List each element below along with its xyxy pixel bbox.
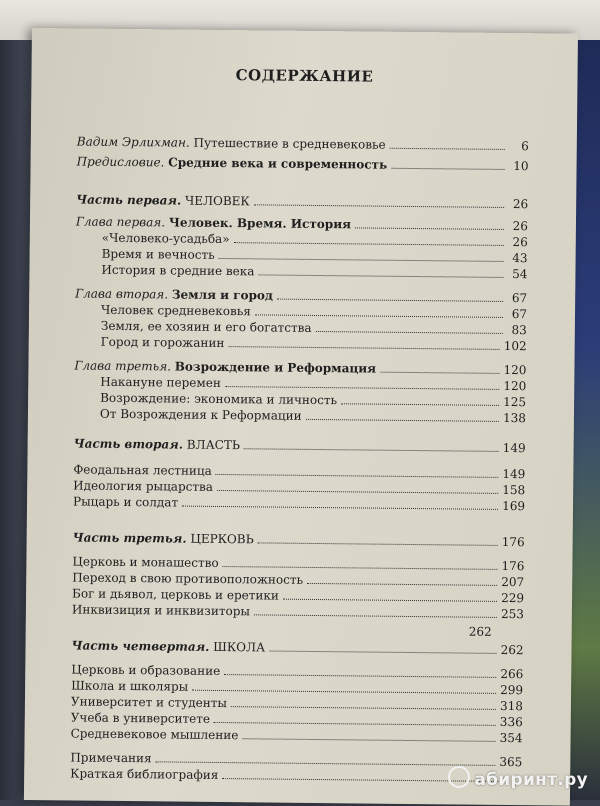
toc-section-label: Город и горожанин — [100, 334, 225, 351]
toc-entry-page: 299 — [500, 682, 524, 698]
toc-section — [72, 600, 524, 621]
toc-entry-page: 365 — [499, 754, 523, 770]
toc-entry-page: 43 — [512, 251, 528, 266]
toc-section-label: Краткая библиография — [70, 766, 219, 782]
toc-chapter-label: Возрождение и Реформация — [174, 359, 377, 376]
toc-entry-page: 125 — [503, 394, 527, 410]
toc-part-label: ШКОЛА — [213, 639, 266, 655]
toc-entry-page: 266 — [500, 666, 524, 682]
toc-section-label: Рыцарь и солдат — [72, 494, 179, 510]
toc-entry-page: 207 — [501, 574, 525, 590]
toc-section-label: «Человеко-усадьба» — [101, 230, 230, 247]
toc-section-label: Университет и студенты — [70, 694, 228, 711]
toc-section-label: Инквизиция и инквизиторы — [71, 602, 251, 619]
toc-part — [76, 190, 528, 211]
toc-section-label: Переход в свою противоположность — [72, 570, 304, 587]
toc-section — [101, 261, 527, 281]
toc-entry-page: 138 — [502, 410, 527, 426]
toc-section-label: Возрождение: экономика и личность — [100, 390, 338, 408]
toc-section-label: Идеология рыцарства — [73, 478, 214, 494]
toc-part-prefix: Часть первая. — [76, 192, 182, 208]
toc-section-label: Феодальная лестница — [73, 462, 212, 478]
toc-section-label: Примечания — [70, 750, 152, 766]
toc-section-label: Школа и школяры — [71, 678, 189, 694]
toc-entry-page: 26 — [512, 235, 528, 250]
toc-part-prefix: Часть четвертая. — [71, 638, 210, 654]
toc-section-label: Учеба в университете — [70, 710, 211, 726]
toc-entry-page: 318 — [499, 698, 523, 714]
toc-section-label: Бог и дьявол, церковь и еретики — [72, 586, 279, 603]
toc-section-label: Средневековое мышление — [70, 726, 239, 743]
toc-entry-page: 120 — [503, 378, 527, 394]
toc-chapter-label: Человек. Время. История — [168, 215, 352, 232]
toc-entry-label: Средние века и современность — [168, 155, 388, 172]
toc-entry-author: Вадим Эрлихман. — [76, 134, 190, 150]
toc-entry-page: 26 — [512, 219, 529, 234]
toc-section-label: История в средние века — [101, 262, 255, 279]
toc-entry-page: 262 — [500, 642, 524, 658]
toc-entry-page: 6 — [521, 139, 529, 154]
toc-part-prefix: Часть третья. — [72, 530, 187, 546]
toc-entry-page: 149 — [502, 440, 526, 456]
toc-chapter-prefix: Глава третья. — [74, 358, 172, 374]
toc-title: СОДЕРЖАНИЕ — [235, 66, 374, 86]
toc-entry-page: 83 — [511, 323, 527, 338]
book-page — [24, 28, 578, 806]
toc-entry-page: 229 — [501, 590, 525, 606]
toc-section — [100, 405, 526, 425]
toc-section — [101, 333, 527, 353]
toc-entry-label: Путешествие в средневековье — [193, 135, 386, 152]
toc-part — [73, 528, 525, 549]
toc-entry-page: 120 — [503, 362, 527, 378]
toc-chapter-label: Земля и город — [171, 287, 274, 303]
toc-entry-prefix: Предисловие. — [76, 154, 165, 170]
toc-part-label: ЦЕРКОВЬ — [190, 531, 254, 547]
toc-entry — [77, 152, 529, 173]
toc-part-label: ВЛАСТЬ — [186, 437, 241, 453]
toc-entry-page: 354 — [499, 730, 523, 746]
toc-section-label: Накануне перемен — [100, 374, 221, 390]
toc-chapter-prefix: Глава вторая. — [75, 286, 169, 302]
toc-section-label: Человек средневековья — [100, 302, 251, 319]
toc-part — [71, 636, 523, 657]
toc-entry-page: 67 — [511, 291, 528, 306]
toc-entry — [77, 132, 529, 153]
toc-section-label: Земля, ее хозяин и его богатства — [100, 318, 312, 335]
toc-entry-page: 176 — [501, 558, 525, 574]
toc-section-label: Церковь и монашество — [72, 554, 219, 570]
toc-entry-page: 158 — [502, 482, 526, 498]
toc-entry-page: 10 — [513, 159, 529, 174]
toc-section — [73, 492, 525, 513]
toc-entry-page: 149 — [502, 466, 526, 482]
toc-entry-page: 253 — [500, 606, 524, 622]
toc-section — [71, 724, 523, 745]
toc-entry-page: 54 — [512, 267, 528, 282]
toc-entry-page: 102 — [503, 338, 527, 354]
toc-part-label: ЧЕЛОВЕК — [184, 193, 250, 209]
watermark-text: абиринт.ру — [474, 770, 588, 790]
toc-entry-page: 262 — [468, 624, 492, 639]
toc-entry-page: 26 — [512, 197, 529, 212]
toc-part — [74, 434, 526, 455]
toc-entry-page: 336 — [499, 714, 523, 730]
toc-chapter-prefix: Глава первая. — [75, 214, 166, 230]
toc-section-label: От Возрождения к Реформации — [99, 406, 302, 423]
toc-entry-page: 67 — [511, 307, 528, 322]
toc-section-label: Церковь и образование — [71, 662, 221, 679]
toc-entry-page: 169 — [502, 498, 526, 514]
watermark — [448, 766, 588, 790]
labirint-logo-icon — [448, 766, 470, 788]
toc-entry-page: 176 — [501, 534, 525, 550]
toc-part-prefix: Часть вторая. — [73, 436, 184, 452]
toc-section-label: Время и вечность — [101, 246, 215, 262]
